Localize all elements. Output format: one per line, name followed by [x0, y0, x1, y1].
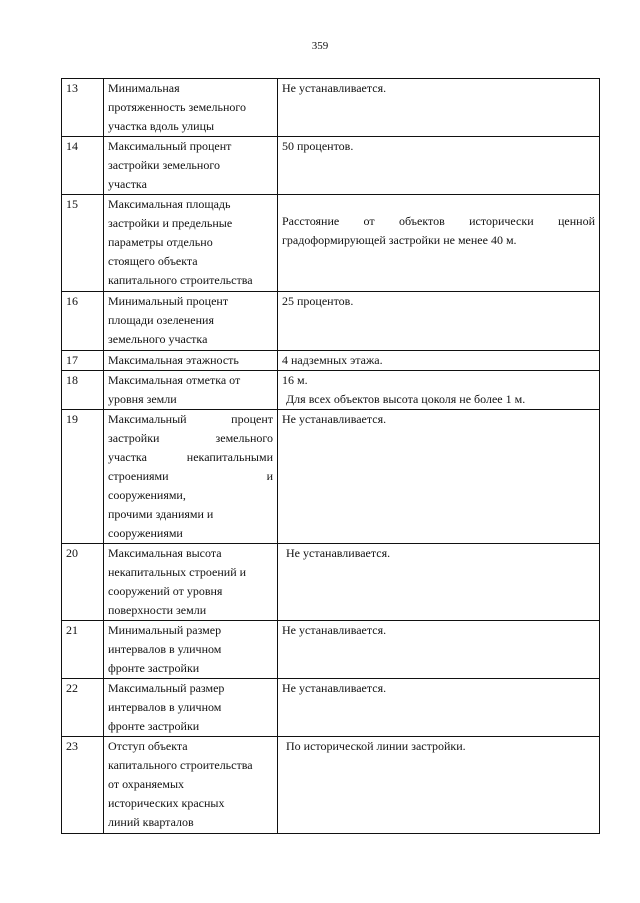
parameter-line: параметры отдельно: [108, 235, 213, 249]
table-row: [62, 137, 600, 195]
parameter-line: Максимальный процент: [108, 139, 232, 153]
value-cell: [278, 292, 600, 351]
parameter-line: протяженность земельного: [108, 100, 247, 114]
parameter-line: Максимальная этажность: [108, 353, 239, 367]
parameter-line: участка некапитальными: [108, 450, 273, 464]
table-row: [62, 544, 600, 621]
value-line: По исторической линии застройки.: [286, 739, 466, 753]
parameter-line: застройки земельного: [108, 431, 273, 445]
value-cell: [278, 621, 600, 679]
table-row: [62, 79, 600, 137]
parameter-line: застройки земельного: [108, 158, 220, 172]
parameter-cell: [104, 195, 278, 292]
table-row: [62, 679, 600, 737]
value-cell: [278, 195, 600, 292]
parameter-cell: [104, 351, 278, 371]
parameter-cell: [104, 410, 278, 544]
parameter-line: застройки и предельные: [108, 216, 233, 230]
parameter-line: Максимальная высота: [108, 546, 222, 560]
value-cell: [278, 410, 600, 544]
regulations-table: [61, 78, 600, 834]
value-cell: [278, 544, 600, 621]
parameter-line: фронте застройки: [108, 661, 200, 675]
value-cell: [278, 79, 600, 137]
parameter-line: капитального строительства: [108, 758, 253, 772]
parameter-line: сооружениями: [108, 526, 183, 540]
parameter-line: уровня земли: [108, 392, 177, 406]
parameter-line: Максимальная отметка от: [108, 373, 241, 387]
parameter-line: строениями и: [108, 469, 273, 483]
row-number: 22: [62, 679, 104, 737]
parameter-cell: [104, 292, 278, 351]
parameter-line: от охраняемых: [108, 777, 185, 791]
value-line: 4 надземных этажа.: [282, 353, 383, 367]
value-cell: [278, 737, 600, 834]
value-line: 50 процентов.: [282, 139, 354, 153]
row-number: 15: [62, 195, 104, 292]
row-number: 20: [62, 544, 104, 621]
table-row: [62, 410, 600, 544]
parameter-line: участка вдоль улицы: [108, 119, 215, 133]
value-line: 16 м.: [282, 373, 308, 387]
parameter-line: капитального строительства: [108, 273, 253, 287]
page-number: 359: [311, 40, 329, 52]
parameter-line: сооружений от уровня: [108, 584, 223, 598]
row-number: 16: [62, 292, 104, 351]
parameter-cell: [104, 79, 278, 137]
row-number: 17: [62, 351, 104, 371]
parameter-line: интервалов в уличном: [108, 642, 222, 656]
row-number: 23: [62, 737, 104, 834]
parameter-line: земельного участка: [108, 332, 208, 346]
row-number: 14: [62, 137, 104, 195]
row-number: 19: [62, 410, 104, 544]
value-line: Не устанавливается.: [282, 623, 387, 637]
parameter-line: прочими зданиями и: [108, 507, 214, 521]
table-row: [62, 351, 600, 371]
value-line: Не устанавливается.: [282, 412, 387, 426]
parameter-cell: [104, 621, 278, 679]
parameter-line: Максимальный размер: [108, 681, 225, 695]
value-line: Не устанавливается.: [282, 681, 387, 695]
table-row: [62, 621, 600, 679]
parameter-line: Минимальная: [108, 81, 180, 95]
parameter-cell: [104, 371, 278, 410]
value-line: градоформирующей застройки не менее 40 м.: [282, 233, 517, 247]
parameter-line: Максимальный процент: [108, 412, 273, 426]
parameter-line: Максимальная площадь: [108, 197, 231, 211]
value-cell: [278, 679, 600, 737]
parameter-line: интервалов в уличном: [108, 700, 222, 714]
value-line: Не устанавливается.: [286, 546, 391, 560]
parameter-line: фронте застройки: [108, 719, 200, 733]
table-row: [62, 737, 600, 834]
parameter-line: Отступ объекта: [108, 739, 188, 753]
value-cell: [278, 137, 600, 195]
parameter-cell: [104, 679, 278, 737]
parameter-line: сооружениями,: [108, 488, 186, 502]
table-row: [62, 371, 600, 410]
parameter-cell: [104, 137, 278, 195]
table-row: [62, 195, 600, 292]
parameter-line: Минимальный процент: [108, 294, 229, 308]
row-number: 18: [62, 371, 104, 410]
row-number: 13: [62, 79, 104, 137]
parameter-cell: [104, 544, 278, 621]
parameter-line: некапитальных строений и: [108, 565, 247, 579]
parameter-line: площади озеленения: [108, 313, 214, 327]
parameter-line: исторических красных: [108, 796, 225, 810]
value-cell: [278, 351, 600, 371]
table-row: [62, 292, 600, 351]
value-line: Для всех объектов высота цоколя не более 1 м.: [286, 392, 526, 406]
value-line: Расстояние от объектов исторически ценной: [282, 214, 595, 228]
value-line: 25 процентов.: [282, 294, 354, 308]
value-line: Не устанавливается.: [282, 81, 387, 95]
parameter-cell: [104, 737, 278, 834]
parameter-line: стоящего объекта: [108, 254, 198, 268]
parameter-line: линий кварталов: [108, 815, 194, 829]
parameter-line: Минимальный размер: [108, 623, 222, 637]
row-number: 21: [62, 621, 104, 679]
parameter-line: участка: [108, 177, 147, 191]
parameter-line: поверхности земли: [108, 603, 207, 617]
value-cell: [278, 371, 600, 410]
